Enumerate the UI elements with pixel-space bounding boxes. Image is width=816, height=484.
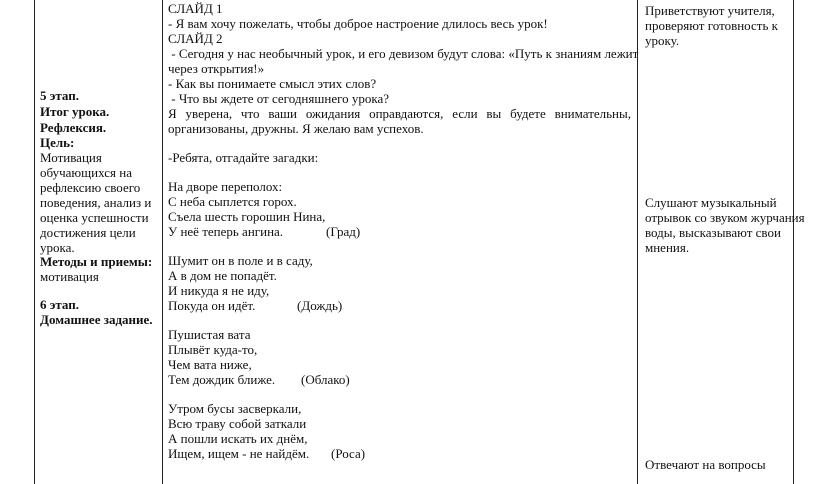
riddles-intro: -Ребята, отгадайте загадки:	[168, 150, 319, 165]
slide1-label: СЛАЙД 1	[168, 1, 223, 16]
riddle-line: Ищем, ищем - не найдём.	[168, 446, 310, 461]
slide2-label: СЛАЙД 2	[168, 31, 223, 46]
teacher-line: - Сегодня у нас необычный урок, и его девизом будут слова: «Путь к знаниям лежит	[168, 46, 639, 61]
student-line: отрывок со звуком журчания	[645, 210, 805, 225]
student-line: уроку.	[645, 33, 680, 48]
reflection-heading: Рефлексия.	[40, 120, 107, 135]
riddle-line: Шумит он в поле и в саду,	[168, 253, 313, 268]
riddle-line: Покуда он идёт.	[168, 298, 256, 313]
teacher-question: - Как вы понимаете смысл этих слов?	[168, 76, 377, 91]
teacher-line: - Я вам хочу пожелать, чтобы доброе настроение длилось весь урок!	[168, 16, 548, 31]
student-line: Приветствуют учителя,	[645, 3, 775, 18]
riddle-line: Утром бусы засверкали,	[168, 401, 302, 416]
riddle-line: Плывёт куда-то,	[168, 342, 258, 357]
table-border-stage	[162, 0, 163, 484]
teacher-line: Я уверена, что ваши ожидания оправдаются, если вы будете внимательны,	[168, 106, 631, 121]
teacher-question: - Что вы ждете от сегодняшнего урока?	[168, 91, 390, 106]
riddle-line: Съела шесть горошин Нина,	[168, 209, 326, 224]
riddle-answer: (Роса)	[331, 446, 366, 461]
riddle-line: Всю траву собой заткали	[168, 416, 307, 431]
table-border-teacher	[637, 0, 638, 484]
riddle-line: А пошли искать их днём,	[168, 431, 308, 446]
methods-label: Методы и приемы:	[40, 254, 153, 269]
goal-label: Цель:	[40, 135, 75, 150]
stage6-heading: 6 этап.	[40, 297, 79, 312]
goal-line: Мотивация	[40, 150, 102, 165]
riddle-line: У неё теперь ангина.	[168, 224, 284, 239]
student-line: Слушают музыкальный	[645, 195, 777, 210]
teacher-line: организованы, дружны. Я желаю вам успехов.	[168, 121, 424, 136]
riddle-line: И никуда я не иду,	[168, 283, 270, 298]
goal-line: урока.	[40, 240, 75, 255]
riddle-line: С неба сыплется горох.	[168, 194, 297, 209]
riddle-line: Чем вата ниже,	[168, 357, 252, 372]
goal-line: рефлексию своего	[40, 180, 141, 195]
homework-heading: Домашнее задание.	[40, 312, 153, 327]
student-line: воды, высказывают свои	[645, 225, 781, 240]
stage5-heading: 5 этап.	[40, 88, 79, 103]
teacher-line: через открытия!»	[168, 61, 265, 76]
riddle-line: На дворе переполох:	[168, 179, 283, 194]
riddle-line: Пушистая вата	[168, 327, 251, 342]
riddle-answer: (Дождь)	[297, 298, 343, 313]
student-line: Отвечают на вопросы	[645, 457, 766, 472]
student-line: мнения.	[645, 240, 690, 255]
riddle-answer: (Град)	[326, 224, 361, 239]
table-border-right	[793, 0, 794, 484]
riddle-line: А в дом не попадёт.	[168, 268, 277, 283]
goal-line: достижения цели	[40, 225, 136, 240]
riddle-line: Тем дождик ближе.	[168, 372, 276, 387]
methods-value: мотивация	[40, 269, 99, 284]
table-border-left	[34, 0, 35, 484]
summary-heading: Итог урока.	[40, 104, 110, 119]
student-line: проверяют готовность к	[645, 18, 778, 33]
riddle-answer: (Облако)	[301, 372, 350, 387]
goal-line: поведения, анализ и	[40, 195, 152, 210]
goal-line: оценка успешности	[40, 210, 149, 225]
goal-line: обучающихся на	[40, 165, 132, 180]
